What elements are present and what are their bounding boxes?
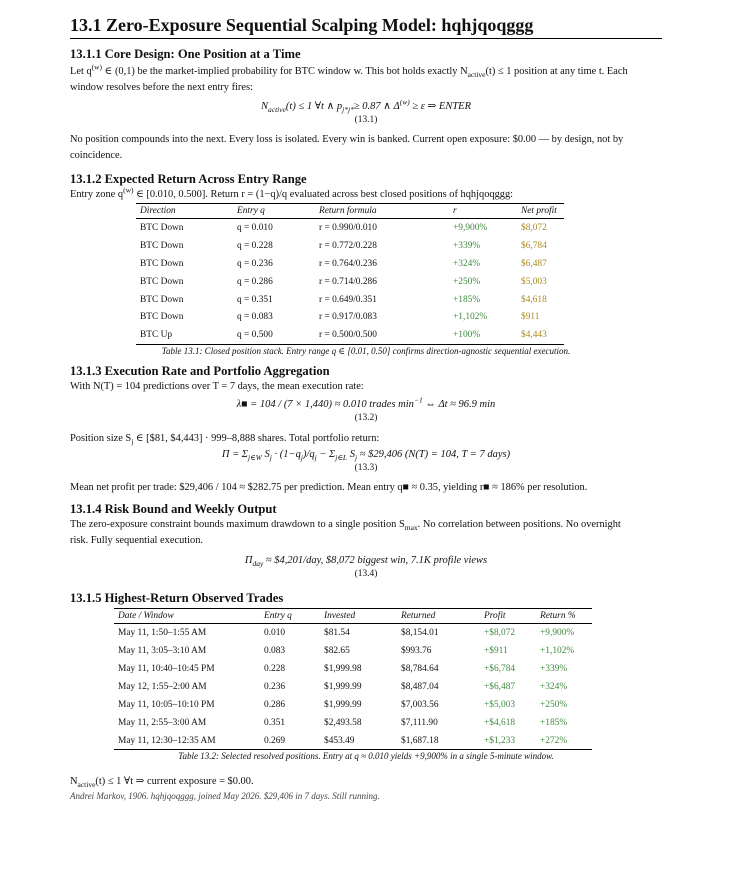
table-cell: +324% [453,258,481,269]
table-cell: May 11, 1:50–1:55 AM [118,628,207,639]
subsection-execution-rate [70,363,662,496]
table-cell: q = 0.351 [237,294,273,305]
equation-number: (13.3) [354,463,378,474]
table-cell: May 11, 10:40–10:45 PM [118,663,215,674]
table-cell: $7,003.56 [401,699,439,710]
equation-number: (13.1) [354,115,378,125]
column-header: Returned [397,609,480,624]
column-header: Invested [320,609,397,624]
subsection-risk-bound [70,501,662,581]
column-header: Return % [536,609,592,624]
column-header: r [449,204,517,219]
table-cell: BTC Down [140,222,184,233]
table-cell: +339% [453,240,481,251]
table-row [114,678,592,696]
table-cell: $453.49 [320,732,397,750]
table-row [114,696,592,714]
table-cell: r = 0.990/0.010 [319,222,377,233]
table-cell: +1,102% [540,646,575,657]
table-caption: Table 13.1: Closed position stack. Entry range q ∈ [0.01, 0.50] confirms direction-agnostic sequential execution. [161,346,571,357]
column-header: Entry q [233,204,315,219]
paragraph: The zero-exposure constraint bounds maximum drawdown to a single position $S_{max}$. No correlation between positions. No overnight risk. Fully sequential execution. [70,519,621,547]
table-cell: $5,003 [521,276,547,287]
table-cell: +250% [453,276,481,287]
table-cell: $993.76 [401,646,432,657]
paragraph: Entry zone $q^{(w)}$ ∈ [0.010, 0.500]. Return r = (1−q)/q evaluated across best closed positions of hqhjqoqggg: [70,185,514,200]
table-cell: May 11, 2:55–3:00 AM [118,717,207,728]
table-cell: $8,487.04 [401,681,439,692]
table-cell: +324% [540,681,568,692]
equation-13-2: λ■ = 104 / (7 × 1,440) ≈ 0.010 trades $\min^{-1}$ ⇔ Δt ≈ 96.9 min [236,395,496,411]
table-cell: May 12, 1:55–2:00 AM [118,681,207,692]
table-cell: +185% [453,294,481,305]
table-row [136,237,564,255]
table-cell: 0.236 [264,681,286,692]
table-cell: q = 0.083 [237,312,273,323]
table-cell: q = 0.010 [237,222,273,233]
table-row [136,308,564,326]
table-row [114,624,592,642]
table-cell: BTC Down [140,312,184,323]
table-cell: r = 0.500/0.500 [315,326,449,344]
column-header: Date / Window [114,609,260,624]
footer [70,774,662,802]
table-caption: Table 13.2: Selected resolved positions. Entry at q ≈ 0.010 yields +9,900% in a single 5-minute window. [178,751,554,762]
table-cell: $1,687.18 [397,732,480,750]
column-header: Return formula [315,204,449,219]
table-cell: BTC Down [140,240,184,251]
table-cell: +$8,072 [484,628,516,639]
table-row [136,291,564,309]
table-row [114,732,592,750]
table-cell: +185% [540,717,568,728]
table-cell: q = 0.500 [233,326,315,344]
table-cell: May 11, 3:05–3:10 AM [118,646,207,657]
column-header: Net profit [517,204,564,219]
table-cell: $8,072 [521,222,547,233]
table-cell: r = 0.714/0.286 [319,276,377,287]
equation-13-3: $\Pi = \Sigma_{j\in W}$ $S_j \cdot (1-q_j)/q_j - \Sigma_{j\in L}$ $S_j$ ≈ $29,406 (N(T) = 104, T = 7 days) [221,449,511,463]
table-cell: $7,111.90 [401,717,438,728]
table-top-trades [114,608,592,750]
table-cell: +9,900% [540,628,575,639]
table-cell: $8,154.01 [401,628,439,639]
table-cell: q = 0.236 [237,258,273,269]
table-cell: $911 [521,312,540,323]
table-cell: BTC Down [140,258,184,269]
table-cell: $6,487 [521,258,547,269]
subsection-heading: 13.1.5 Highest-Return Observed Trades [70,591,284,606]
equation-number: (13.2) [354,413,378,424]
table-cell: r = 0.772/0.228 [319,240,377,251]
column-header: Profit [480,609,536,624]
table-cell: $6,784 [521,240,547,251]
paragraph: Let $q^{(w)}$ ∈ (0,1) be the market-implied probability for BTC window w. This bot holds exactly $N_{active}(t) \le 1$ position at any time t. Each window resolves before the next entry fires: [70,62,628,93]
table-cell: q = 0.228 [237,240,273,251]
footer-note: Andrei Markov, 1906. hqhjqoqggg, joined May 2026. $29,406 in 7 days. Still running. [70,791,380,802]
table-row [136,273,564,291]
paragraph: No position compounds into the next. Every loss is isolated. Every win is banked. Current open exposure: $0.00 — by design, not by coincidence. [70,134,624,161]
column-header: Direction [136,204,233,219]
table-row [136,219,564,237]
table-cell: BTC Down [140,276,184,287]
table-cell: +1,102% [453,312,488,323]
table-cell: +250% [540,699,568,710]
table-cell: $8,784.64 [401,663,439,674]
table-cell: 0.228 [264,663,286,674]
table-cell: r = 0.649/0.351 [319,294,377,305]
paragraph: With N(T) = 104 predictions over T = 7 days, the mean execution rate: [70,381,364,393]
table-cell: +9,900% [453,222,488,233]
table-cell: +100% [449,326,517,344]
equation-13-1: $N_{active}(t) \le 1$ ∀t ∧ $p_{j*j*}\ge 0.87$ ∧ $\Delta^{(w)} \ge \varepsilon$ ⇒ ENTER [260,97,471,115]
table-cell: May 11, 10:05–10:10 PM [118,699,215,710]
subsection-heading: 13.1.1 Core Design: One Position at a Time [70,47,301,61]
table-cell: 0.351 [264,717,286,728]
table-closed-positions [136,203,564,345]
table-cell: 0.010 [264,628,286,639]
table-cell: q = 0.286 [237,276,273,287]
table-cell: $1,999.98 [324,663,362,674]
table-cell: +$1,233 [480,732,536,750]
paragraph: Mean net profit per trade: $29,406 / 104 ≈ $282.75 per prediction. Mean entry q■ ≈ 0.35, yielding r■ ≈ 186% per resolution. [70,482,588,494]
table-cell: $2,493.58 [324,717,362,728]
table-cell: $4,618 [521,294,547,305]
equation-number: (13.4) [354,569,378,580]
table-cell: r = 0.917/0.083 [319,312,377,323]
section-title: 13.1 Zero-Exposure Sequential Scalping Model: hqhjqoqggg [70,14,662,39]
table-cell: +272% [536,732,592,750]
subsection-heading: 13.1.4 Risk Bound and Weekly Output [70,502,277,517]
subsection-core-design [70,46,662,164]
subsection-heading: 13.1.2 Expected Return Across Entry Range [70,172,307,186]
table-row [114,660,592,678]
table-cell: +$6,487 [484,681,516,692]
table-cell: +339% [540,663,568,674]
table-row [136,255,564,273]
table-row [114,642,592,660]
table-cell: 0.083 [264,646,286,657]
table-row [114,714,592,732]
table-cell: $1,999.99 [324,681,362,692]
equation-13-4: $\Pi_{day}$ ≈ $4,201/day, $8,072 biggest win, 7.1K profile views [244,555,488,569]
table-cell: $1,999.99 [324,699,362,710]
footer-line: $N_{active}(t) \le 1$ ∀t ⇒ current exposure = $0.00. [70,776,254,790]
table-cell: +$5,003 [484,699,516,710]
table-cell: 0.286 [264,699,286,710]
table-cell: +$4,618 [484,717,516,728]
table-cell: +$6,784 [484,663,516,674]
table-cell: +$911 [484,646,508,657]
subsection-heading: 13.1.3 Execution Rate and Portfolio Aggregation [70,364,330,379]
table-cell: $81.54 [324,628,350,639]
column-header: Entry q [260,609,320,624]
table-row [136,326,564,344]
table-cell: r = 0.764/0.236 [319,258,377,269]
table-cell: BTC Up [136,326,233,344]
table-cell: BTC Down [140,294,184,305]
subsection-top-trades [70,590,662,762]
table-cell: 0.269 [260,732,320,750]
paragraph: Position size $S_j$ ∈ [$81, $4,443] · 999–8,888 shares. Total portfolio return: [70,433,380,447]
subsection-expected-return [70,171,662,357]
table-cell: $82.65 [324,646,350,657]
table-cell: May 11, 12:30–12:35 AM [114,732,260,750]
table-cell: $4,443 [517,326,564,344]
